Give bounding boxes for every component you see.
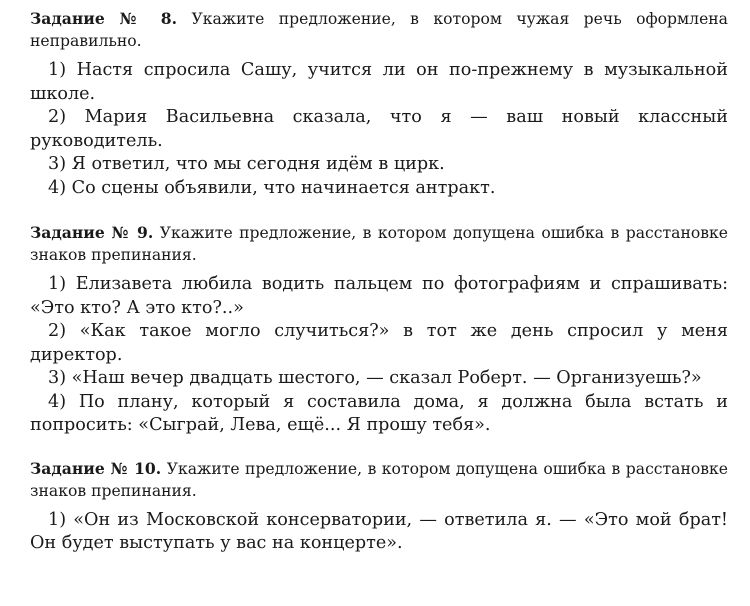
task-10-header: [30, 458, 728, 502]
task-8-option-4: 4) Со сцены объявили, что начинается антракт.: [48, 177, 496, 198]
task-9: [30, 222, 728, 438]
task-10-prompt: Укажите предложение, в котором допущена ошибка в расстановке знаков препинания.: [30, 459, 728, 500]
task-9-prompt: Укажите предложение, в котором допущена ошибка в расстановке знаков препинания.: [30, 224, 728, 264]
task-9-title: Задание № 9.: [30, 223, 154, 242]
task-10: [30, 458, 728, 556]
task-8: [30, 8, 728, 200]
task-8-option-3: 3) Я ответил, что мы сегодня идём в цирк.: [48, 154, 445, 174]
task-10-title: Задание № 10.: [30, 458, 162, 478]
task-8-prompt: Укажите предложение, в котором чужая речь оформлена неправильно.: [30, 10, 728, 50]
task-8-option-1: 1) Настя спросила Сашу, учится ли он по-прежнему в музыкальной школе.: [30, 60, 728, 104]
task-8-title: Задание № 8.: [30, 9, 178, 28]
task-10-option-1: 1) «Он из Московской консерватории, — ответила я. — «Это мой брат! Он будет выступать у вас на концерте».: [30, 509, 728, 553]
task-9-option-2: 2) «Как такое могло случиться?» в тот же день спросил у меня директор.: [30, 321, 728, 365]
task-9-option-4: 4) По плану, который я составила дома, я должна была встать и попросить: «Сыграй, Лева, ещё... Я прошу тебя».: [30, 391, 728, 435]
task-9-option-1: 1) Елизавета любила водить пальцем по фотографиям и спрашивать: «Это кто? А это кто?..»: [30, 274, 728, 318]
task-8-option-2: 2) Мария Васильевна сказала, что я — ваш новый классный руководитель.: [30, 107, 728, 151]
task-9-header: [30, 222, 728, 266]
task-9-option-3: 3) «Наш вечер двадцать шестого, — сказал Роберт. — Организуешь?»: [48, 368, 702, 388]
task-8-header: [30, 8, 728, 52]
